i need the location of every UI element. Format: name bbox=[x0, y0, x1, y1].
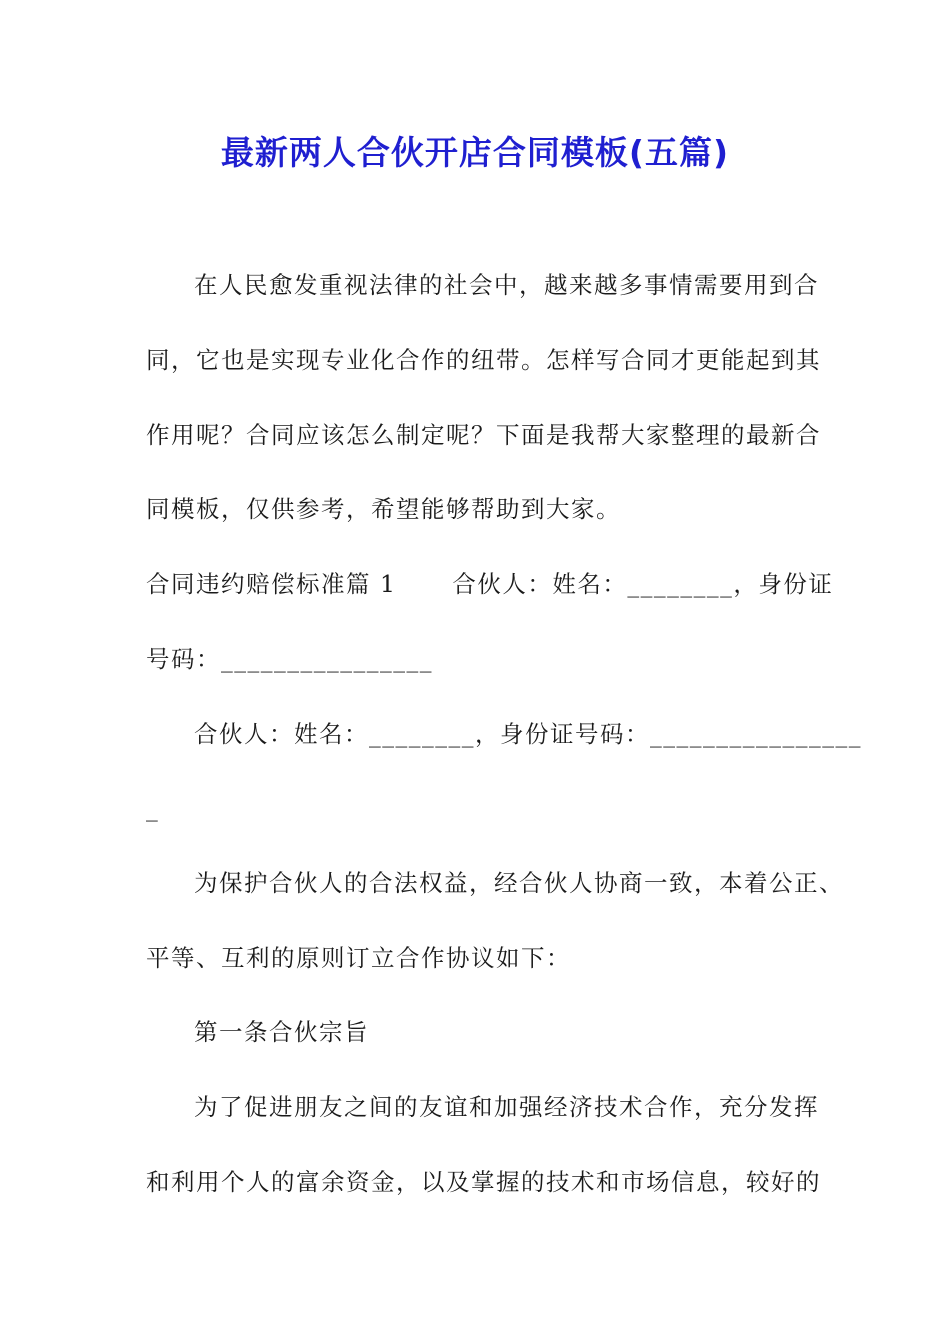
article-1-title: 第一条合伙宗旨 bbox=[194, 1018, 369, 1046]
intro-line-2: 同，它也是实现专业化合作的纽带。怎样写合同才更能起到其 bbox=[146, 346, 821, 374]
partner-1-line-1: 合伙人：姓名：________，身份证 bbox=[452, 570, 834, 598]
document-title: 最新两人合伙开店合同模板(五篇) bbox=[220, 133, 730, 172]
intro-line-1: 在人民愈发重视法律的社会中，越来越多事情需要用到合 bbox=[194, 271, 819, 299]
section-heading: 合同违约赔偿标准篇 1 bbox=[146, 570, 397, 598]
intro-line-4: 同模板，仅供参考，希望能够帮助到大家。 bbox=[146, 495, 621, 523]
article-1-line-2: 和利用个人的富余资金，以及掌握的技术和市场信息，较好的 bbox=[146, 1168, 821, 1196]
partner-1-line-2: 号码：________________ bbox=[146, 645, 433, 673]
partner-2-line-1: 合伙人：姓名：________，身份证号码：________________ bbox=[194, 720, 862, 748]
article-1-line-1: 为了促进朋友之间的友谊和加强经济技术合作，充分发挥 bbox=[194, 1093, 819, 1121]
purpose-line-1: 为保护合伙人的合法权益，经合伙人协商一致，本着公正、 bbox=[194, 869, 844, 897]
section-heading-line bbox=[146, 567, 833, 601]
partner-2-line-2: _ bbox=[146, 794, 160, 822]
purpose-line-2: 平等、互利的原则订立合作协议如下： bbox=[146, 944, 571, 972]
intro-line-3: 作用呢？合同应该怎么制定呢？下面是我帮大家整理的最新合 bbox=[146, 421, 821, 449]
